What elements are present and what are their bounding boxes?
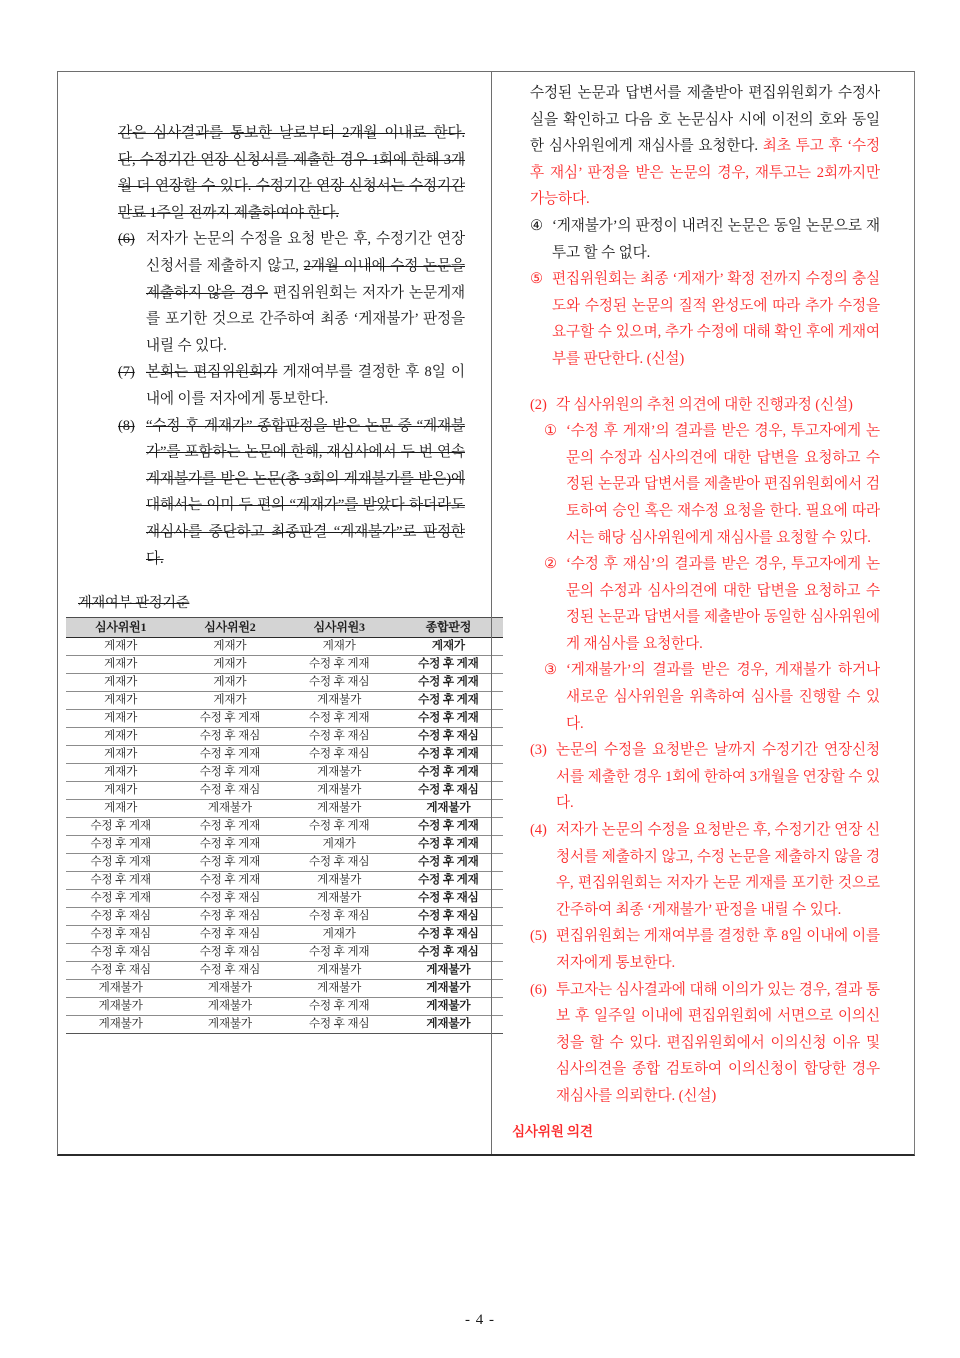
table-cell: 게재가 [104, 747, 138, 761]
table-cell: 수정 후 게재 [418, 747, 479, 761]
right-numbered-item-marker: (4) [530, 822, 547, 839]
left-list-item-body [146, 413, 465, 573]
table-row [66, 907, 503, 925]
table-cell: 수정 후 재심 [90, 908, 151, 922]
table-cell: 수정 후 재심 [418, 926, 479, 940]
table-row [66, 961, 503, 979]
right-numbered-item-marker: (3) [530, 742, 547, 759]
table-body [66, 638, 503, 1034]
table-cell: 수정 후 게재 [90, 872, 151, 886]
section2-item-list [544, 418, 880, 737]
table-cell: 게재가 [213, 675, 247, 689]
left-column-item-list [118, 226, 465, 572]
document-page-frame [57, 71, 915, 1156]
right-numbered-item [530, 923, 880, 976]
table-cell: 수정 후 게재 [418, 711, 479, 725]
table-cell: 수정 후 재심 [199, 962, 261, 976]
table-cell: 게재불가 [317, 872, 362, 886]
right-column [491, 72, 914, 1154]
table-cell: 게재불가 [317, 890, 362, 904]
judgment-criteria-table [66, 617, 503, 1034]
table-row [66, 745, 503, 763]
table-row [66, 727, 503, 745]
table-cell: 게재가 [104, 639, 138, 653]
table-cell: 수정 후 재심 [199, 908, 261, 922]
table-cell: 수정 후 게재 [418, 675, 479, 689]
plain-text-segment: 게재여부를 결정한 후 8일 이내에 이를 저자에게 통보한다. [146, 364, 465, 407]
table-cell: 게재가 [104, 729, 138, 743]
left-list-item-marker: (6) [118, 231, 135, 248]
section2-item-text: ‘게재불가’의 결과를 받은 경우, 게재불가 하거나 새로운 심사위원을 위촉하여 심사를 진행할 수 있다. [566, 662, 880, 732]
table-cell: 수정 후 게재 [308, 711, 370, 725]
table-cell: 수정 후 재심 [418, 908, 479, 922]
table-cell: 게재불가 [317, 962, 362, 976]
section2-item-text: ‘수정 후 재심’의 결과를 받은 경우, 투고자에게 논문의 수정과 심사의견에 대한 답변을 요청하고 수정된 논문과 답변서를 제출받아 동일한 심사위원에게 재심사를 요청한다. [566, 556, 880, 652]
left-list-item [118, 226, 465, 359]
table-row [66, 817, 503, 835]
table-cell: 수정 후 게재 [418, 837, 479, 851]
right-numbered-item-text: 편집위원회는 게재여부를 결정한 후 8일 이내에 이를 저자에게 통보한다. [556, 928, 880, 971]
struck-text-segment: “수정 후 게재가” 종합판정을 받은 논문 중 “게재불가”를 포함하는 논문에 한해, 재심사에서 두 번 연속 게재불가를 받은 논문(총 3회의 게재불가를 받은)에 대해서는 이미 두 편의 “게재가”를 받았다 하더라도 재심사를 중단하고 최종판결 “게재불가”로 판정한다. [146, 417, 465, 567]
right-numbered-item [530, 817, 880, 923]
right-circled-item-text: 편집위원회는 최종 ‘게재가’ 확정 전까지 수정의 충실도와 수정된 논문의 질적 완성도에 따라 추가 수정을 요구할 수 있으며, 추가 수정에 대해 확인 후에 게재여부를 판단한다. (신설) [552, 271, 880, 367]
table-cell: 게재가 [213, 639, 247, 653]
table-title: 게재여부 판정기준 [78, 595, 190, 611]
lead-paragraph: 간은 심사결과를 통보한 날로부터 2개월 이내로 한다. 단, 수정기간 연장 신청서를 제출한 경우 1회에 한해 3개월 더 연장할 수 있다. 수정기간 연장 신청서는 수정기간 만료 1주일 전까지 제출하여야 한다. [118, 125, 465, 221]
right-numbered-item-list [530, 737, 880, 1109]
right-numbered-item-marker: (5) [530, 928, 547, 945]
table-cell: 수정 후 재심 [199, 890, 261, 904]
right-circled-item-list [530, 213, 880, 373]
table-row [66, 763, 503, 781]
left-column [58, 72, 491, 1154]
section2-item [544, 551, 880, 657]
right-circled-item [530, 213, 880, 266]
table-cell: 수정 후 재심 [418, 890, 479, 904]
table-header-cell: 종합판정 [394, 618, 503, 638]
two-column-layout [58, 72, 914, 1154]
table-row [66, 943, 503, 961]
table-cell: 수정 후 게재 [90, 819, 151, 833]
table-cell: 게재불가 [426, 1016, 471, 1030]
right-column-text-block [530, 80, 880, 1110]
table-row [66, 979, 503, 997]
table-row [66, 835, 503, 853]
table-cell: 수정 후 재심 [418, 729, 479, 743]
table-row [66, 997, 503, 1015]
table-row [66, 871, 503, 889]
table-cell: 게재가 [104, 657, 138, 671]
right-numbered-item [530, 977, 880, 1110]
table-cell: 게재불가 [317, 801, 362, 815]
table-cell: 게재불가 [426, 998, 471, 1012]
struck-text-segment: 본회는 편집위원회가 [146, 364, 278, 381]
table-cell: 게재불가 [426, 962, 471, 976]
right-numbered-item-text: 투고자는 심사결과에 대해 이의가 있는 경우, 결과 통보 후 일주일 이내에 편집위원회에 서면으로 이의신청을 할 수 있다. 편집위원회에서 이의신청 이유 및 심사의견을 종합 검토하여 이의신청이 합당한 경우 재심사를 의뢰한다. (신설) [556, 981, 880, 1104]
table-cell: 게재불가 [317, 980, 362, 994]
page-number: - 4 - [465, 1312, 495, 1328]
table-cell: 게재가 [104, 783, 138, 797]
table-row [66, 781, 503, 799]
table-cell: 게재가 [213, 693, 247, 707]
right-numbered-item-text: 저자가 논문의 수정을 요청받은 후, 수정기간 연장 신청서를 제출하지 않고, 수정 논문을 제출하지 않을 경우, 편집위원회는 저자가 논문 게재를 포기한 것으로 간주하여 최종 ‘게재불가’ 판정을 내릴 수 있다. [556, 822, 880, 918]
table-cell: 게재불가 [317, 765, 362, 779]
left-list-item [118, 359, 465, 412]
reviewer-opinion-heading: 심사위원 의견 [512, 1124, 593, 1139]
table-cell: 게재불가 [207, 998, 252, 1012]
table-cell: 수정 후 재심 [90, 926, 151, 940]
table-cell: 게재가 [322, 926, 356, 940]
table-cell: 수정 후 재심 [90, 944, 151, 958]
table-cell: 게재가 [213, 657, 247, 671]
table-cell: 게재불가 [207, 980, 252, 994]
left-list-item [118, 413, 465, 573]
table-cell: 수정 후 게재 [308, 944, 370, 958]
section2-heading-text: 각 심사위원의 추천 의견에 대한 진행과정 (신설) [556, 396, 853, 413]
table-row [66, 709, 503, 727]
table-row [66, 1015, 503, 1033]
table-cell: 게재가 [104, 765, 138, 779]
table-cell: 게재불가 [207, 801, 252, 815]
table-cell: 수정 후 재심 [199, 944, 261, 958]
table-cell: 수정 후 게재 [308, 657, 370, 671]
plain-text-segment: 편집위원회는 저자가 논문게재를 포기한 것으로 간주하여 최종 ‘게재불가’ 판정을 내릴 수 있다. [146, 284, 465, 354]
table-cell: 수정 후 게재 [418, 872, 479, 886]
table-cell: 수정 후 게재 [308, 819, 370, 833]
section2-item-marker: ③ [544, 662, 557, 679]
table-cell: 수정 후 게재 [90, 890, 151, 904]
table-row [66, 655, 503, 673]
table-cell: 게재가 [104, 675, 138, 689]
table-cell: 게재불가 [98, 1016, 143, 1030]
table-header-cell: 심사위원2 [175, 618, 284, 638]
judgment-criteria-table-section [66, 592, 486, 1034]
table-cell: 수정 후 게재 [418, 765, 479, 779]
table-cell: 게재불가 [317, 783, 362, 797]
table-cell: 수정 후 게재 [199, 747, 261, 761]
right-circled-item [530, 266, 880, 372]
table-row [66, 853, 503, 871]
section2-item [544, 657, 880, 737]
table-cell: 게재불가 [98, 980, 143, 994]
table-cell: 게재불가 [426, 801, 471, 815]
section2-item-text: ‘수정 후 게재’의 결과를 받은 경우, 투고자에게 논문의 수정과 심사의견에 대한 답변을 요청하고 수정된 논문과 답변서를 제출받아 편집위원회에서 검토하여 승인 혹은 재수정 요청을 한다. 필요에 따라서는 해당 심사위원에게 재심사를 요청할 수 있다. [566, 423, 880, 546]
table-cell: 수정 후 재심 [308, 908, 370, 922]
table-cell: 게재가 [104, 711, 138, 725]
table-cell: 수정 후 게재 [418, 693, 479, 707]
table-cell: 수정 후 재심 [308, 855, 370, 868]
table-cell: 수정 후 재심 [308, 675, 370, 689]
table-cell: 수정 후 재심 [308, 729, 370, 743]
table-header-cell: 심사위원3 [285, 618, 394, 638]
table-cell: 수정 후 게재 [90, 837, 151, 851]
table-header-cell: 심사위원1 [66, 618, 175, 638]
table-cell: 수정 후 게재 [199, 855, 261, 868]
spacer-before-section2 [530, 373, 880, 392]
table-cell: 게재불가 [207, 1016, 252, 1030]
table-row [66, 638, 503, 656]
table-cell: 수정 후 재심 [418, 944, 479, 958]
table-row [66, 799, 503, 817]
left-list-item-body [146, 226, 465, 359]
table-row [66, 673, 503, 691]
section2-item-marker: ② [544, 556, 557, 573]
table-cell: 게재가 [431, 639, 465, 653]
table-cell: 게재가 [104, 693, 138, 707]
left-list-item-body [146, 359, 465, 412]
table-cell: 수정 후 재심 [308, 747, 370, 761]
table-cell: 수정 후 게재 [418, 819, 479, 833]
table-header-row [66, 618, 503, 638]
section2-heading [530, 392, 880, 419]
continuation-black-text: 수정된 논문과 답변서를 제출받아 편집위원회가 수정사실을 확인하고 다음 호 논문심사 시에 이전의 호와 동일한 심사위원에게 재심사를 요청한다. [530, 85, 880, 155]
table-cell: 수정 후 게재 [199, 872, 261, 886]
table-row [66, 691, 503, 709]
table-cell: 수정 후 게재 [418, 855, 479, 868]
table-cell: 수정 후 게재 [90, 855, 151, 868]
table-cell: 수정 후 게재 [199, 711, 261, 725]
right-numbered-item [530, 737, 880, 817]
table-cell: 게재불가 [426, 980, 471, 994]
table-cell: 수정 후 게재 [418, 657, 479, 671]
table-head [66, 618, 503, 638]
plain-text-segment: 저자가 논문의 수정을 요청 받은 후, 수정기간 연장 신청서를 제출하지 않고, [146, 231, 465, 274]
table-cell: 게재가 [322, 837, 356, 851]
right-numbered-item-marker: (6) [530, 981, 547, 998]
table-cell: 수정 후 재심 [418, 783, 479, 797]
table-cell: 수정 후 재심 [199, 926, 261, 940]
table-cell: 게재불가 [98, 998, 143, 1012]
right-circled-item-marker: ⑤ [530, 271, 543, 288]
right-circled-item-marker: ④ [530, 217, 543, 234]
table-cell: 수정 후 재심 [199, 729, 261, 743]
table-row [66, 889, 503, 907]
table-cell: 게재가 [322, 639, 356, 653]
table-row [66, 925, 503, 943]
section2-heading-marker: (2) [530, 396, 547, 413]
table-cell: 수정 후 게재 [199, 819, 261, 833]
table-cell: 수정 후 게재 [308, 998, 370, 1012]
continuation-red-text: 최초 투고 후 ‘수정 후 재심’ 판정을 받은 논문의 경우, 재투고는 2회까지만 가능하다. [530, 138, 880, 208]
table-cell: 수정 후 재심 [90, 962, 151, 976]
left-list-item-marker: (8) [118, 417, 135, 434]
table-cell: 게재가 [104, 801, 138, 815]
left-column-text-block [118, 120, 465, 572]
table-cell: 수정 후 게재 [199, 837, 261, 851]
table-cell: 수정 후 재심 [308, 1016, 370, 1030]
right-circled-item-text: ‘게재불가’의 판정이 내려진 논문은 동일 논문으로 재투고 할 수 없다. [552, 217, 880, 261]
table-cell: 게재불가 [317, 693, 362, 707]
struck-text-segment: 2개월 이내에 수정 논문을 제출하지 않을 경우 [146, 257, 465, 301]
left-list-item-marker: (7) [118, 364, 135, 381]
table-cell: 수정 후 게재 [199, 765, 261, 779]
section2-item-marker: ① [544, 423, 557, 440]
right-numbered-item-text: 논문의 수정을 요청받은 날까지 수정기간 연장신청서를 제출한 경우 1회에 한하여 3개월을 연장할 수 있다. [556, 742, 880, 812]
continuation-paragraph [530, 80, 880, 213]
table-cell: 수정 후 재심 [199, 783, 261, 797]
section2-item [544, 418, 880, 551]
